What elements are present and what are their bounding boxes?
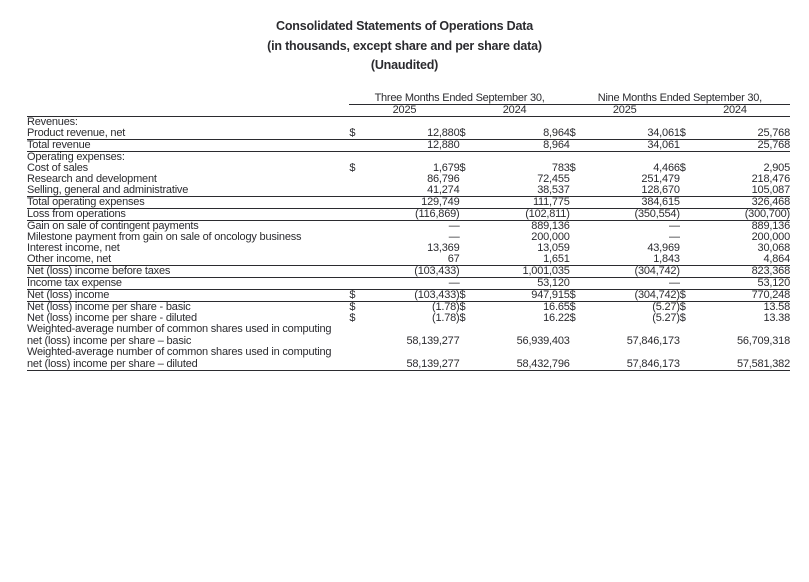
row-value (592, 347, 680, 358)
row-currency-symbol (460, 265, 482, 277)
row-currency-symbol (680, 243, 702, 254)
row-currency-symbol: $ (459, 126, 466, 139)
row-value: 2,905 (763, 161, 790, 174)
header-year-ytd-2024: 2024 (680, 104, 790, 116)
row-value: (102,811) (482, 208, 570, 220)
table-body (27, 116, 790, 370)
row-label: net (loss) income per share – diluted (27, 358, 349, 371)
row-currency-symbol: $ (679, 126, 686, 139)
row-value: 8,964 (482, 139, 570, 151)
row-value: 30,068 (757, 241, 790, 254)
row-currency-symbol (570, 243, 592, 254)
row-value: 86,796 (427, 172, 460, 185)
row-label: Net (loss) income per share - basic (27, 300, 191, 313)
row-label: Revenues: (27, 115, 78, 128)
table-row (27, 220, 790, 232)
row-value: 200,000 (751, 230, 790, 243)
row-currency-symbol (570, 265, 592, 277)
row-value: (116,869) (371, 208, 459, 220)
row-currency-symbol (349, 232, 371, 243)
row-currency-symbol (460, 208, 482, 220)
row-currency-symbol (349, 174, 371, 185)
row-currency-symbol (460, 358, 482, 371)
row-currency-symbol (570, 347, 592, 358)
row-value: (5.27) (652, 311, 680, 324)
row-currency-symbol: $ (679, 161, 686, 174)
row-value: — (668, 219, 680, 232)
row-value (592, 151, 680, 163)
row-value: 12,880 (427, 126, 460, 139)
row-currency-symbol (349, 185, 371, 197)
row-currency-symbol (349, 335, 371, 347)
row-currency-symbol (349, 324, 371, 335)
header-group-row (27, 93, 790, 105)
row-value (702, 116, 790, 128)
row-currency-symbol (349, 243, 371, 254)
table-row (27, 232, 790, 243)
table-row (27, 335, 790, 347)
header-year-corner-cell (27, 104, 349, 116)
row-value: 4,864 (763, 252, 790, 265)
header-year-ytd-2025: 2025 (570, 104, 680, 116)
row-value: 129,749 (371, 196, 459, 208)
row-currency-symbol (349, 347, 371, 358)
row-value: (1.78) (431, 300, 460, 313)
row-value: 53,120 (482, 277, 570, 289)
row-value: (300,700) (702, 208, 790, 220)
row-label: net (loss) income per share – basic (27, 334, 192, 347)
row-value: 16.65 (543, 300, 570, 313)
row-label: Income tax expense (27, 277, 349, 289)
row-value: 67 (447, 252, 460, 265)
row-value (371, 324, 459, 335)
row-value (482, 151, 570, 163)
row-label: Operating expenses: (27, 150, 125, 163)
row-currency-symbol: $ (349, 311, 356, 324)
table-row (27, 301, 790, 313)
row-value: 25,768 (757, 126, 790, 139)
row-currency-symbol: $ (679, 311, 686, 324)
row-value: 8,964 (543, 126, 570, 139)
row-currency-symbol (570, 277, 592, 289)
row-currency-symbol (349, 116, 371, 128)
row-currency-symbol (570, 358, 592, 371)
row-currency-symbol (460, 232, 482, 243)
row-value (702, 347, 790, 358)
row-label: Net (loss) income (27, 289, 349, 301)
row-currency-symbol (460, 185, 482, 197)
row-value: 12,880 (371, 139, 459, 151)
table-row (27, 196, 790, 208)
row-currency-symbol: $ (349, 300, 356, 313)
row-value: 41,274 (427, 183, 460, 196)
row-value: 34,061 (647, 126, 680, 139)
row-value: 57,846,173 (626, 334, 680, 347)
row-label: Loss from operations (27, 208, 349, 220)
row-currency-symbol: $ (680, 289, 702, 301)
row-label: Research and development (27, 172, 157, 185)
row-value (702, 151, 790, 163)
table-row (27, 358, 790, 371)
table-row (27, 139, 790, 151)
row-currency-symbol (460, 196, 482, 208)
row-value: (1.78) (431, 311, 460, 324)
row-label: Product revenue, net (27, 126, 126, 139)
header-year-row (27, 104, 790, 116)
table-row (27, 277, 790, 289)
row-currency-symbol (570, 232, 592, 243)
header-year-q3-2025: 2025 (349, 104, 459, 116)
row-value (592, 116, 680, 128)
row-currency-symbol (570, 151, 592, 163)
row-value: 947,915 (482, 289, 570, 301)
row-currency-symbol (570, 174, 592, 185)
row-label: Selling, general and administrative (27, 183, 189, 196)
row-value (482, 116, 570, 128)
row-value: 1,843 (653, 252, 680, 265)
row-currency-symbol (680, 208, 702, 220)
row-currency-symbol (460, 151, 482, 163)
document-title: Consolidated Statements of Operations Data (276, 19, 533, 33)
row-currency-symbol (460, 139, 482, 151)
row-value: — (668, 230, 680, 243)
header-corner-cell (27, 93, 349, 105)
row-label: Milestone payment from gain on sale of oncology business (27, 230, 302, 243)
row-value: 218,476 (751, 172, 790, 185)
row-label: Total operating expenses (27, 196, 349, 208)
row-value (482, 347, 570, 358)
row-value: 13.58 (763, 300, 790, 313)
row-currency-symbol (349, 277, 371, 289)
row-currency-symbol (680, 139, 702, 151)
row-value: 58,432,796 (482, 358, 570, 371)
row-label: Weighted-average number of common shares used in computing (27, 322, 332, 335)
row-currency-symbol: $ (349, 289, 371, 301)
row-value: 58,139,277 (371, 358, 459, 371)
row-value: 57,581,382 (702, 358, 790, 371)
row-value: 200,000 (531, 230, 570, 243)
row-currency-symbol (460, 220, 482, 232)
row-value: 56,939,403 (516, 334, 570, 347)
row-currency-symbol: $ (459, 311, 466, 324)
row-value: 1,651 (543, 252, 570, 265)
row-currency-symbol: $ (569, 161, 576, 174)
row-currency-symbol (680, 277, 702, 289)
row-currency-symbol (570, 116, 592, 128)
row-currency-symbol: $ (349, 161, 356, 174)
row-currency-symbol (570, 196, 592, 208)
table-row (27, 208, 790, 220)
row-value (371, 347, 459, 358)
row-value: 1,001,035 (482, 265, 570, 277)
row-currency-symbol (680, 335, 702, 347)
row-value: — (448, 230, 460, 243)
table-row (27, 151, 790, 163)
row-label: Total revenue (27, 139, 349, 151)
row-currency-symbol (460, 254, 482, 266)
row-label: Interest income, net (27, 241, 120, 254)
row-currency-symbol (570, 220, 592, 232)
row-currency-symbol (349, 208, 371, 220)
row-value: 13,369 (427, 241, 460, 254)
row-currency-symbol: $ (570, 289, 592, 301)
row-value: 25,768 (702, 139, 790, 151)
row-currency-symbol (680, 254, 702, 266)
row-currency-symbol (680, 324, 702, 335)
table-row (27, 243, 790, 254)
table-row (27, 254, 790, 266)
table-row (27, 265, 790, 277)
row-currency-symbol (570, 139, 592, 151)
row-value: 384,615 (592, 196, 680, 208)
row-value: 16.22 (543, 311, 570, 324)
row-currency-symbol (680, 174, 702, 185)
row-currency-symbol: $ (460, 289, 482, 301)
table-row (27, 128, 790, 140)
table-row (27, 347, 790, 358)
row-value (702, 324, 790, 335)
row-value: 13.38 (763, 311, 790, 324)
row-currency-symbol: $ (459, 300, 466, 313)
row-value: 4,466 (653, 161, 680, 174)
row-value: 889,136 (751, 219, 790, 232)
row-currency-symbol (460, 347, 482, 358)
row-currency-symbol (680, 347, 702, 358)
row-currency-symbol (680, 220, 702, 232)
header-year-q3-2024: 2024 (460, 104, 570, 116)
header-group-nine-months: Nine Months Ended September 30, (570, 93, 790, 105)
row-label: Net (loss) income before taxes (27, 265, 349, 277)
table-row (27, 116, 790, 128)
row-currency-symbol (680, 232, 702, 243)
row-currency-symbol (349, 139, 371, 151)
row-currency-symbol (680, 265, 702, 277)
row-currency-symbol (460, 243, 482, 254)
table-row (27, 313, 790, 324)
row-value: 1,679 (433, 161, 460, 174)
table-row (27, 289, 790, 301)
operations-data-table (27, 93, 790, 371)
header-group-three-months: Three Months Ended September 30, (349, 93, 569, 105)
row-currency-symbol (460, 277, 482, 289)
row-value: 72,455 (537, 172, 570, 185)
row-currency-symbol (680, 185, 702, 197)
row-label: Other income, net (27, 252, 112, 265)
row-currency-symbol (349, 196, 371, 208)
row-value (482, 324, 570, 335)
row-value: 38,537 (537, 183, 570, 196)
row-label: Cost of sales (27, 161, 88, 174)
row-value (371, 151, 459, 163)
row-currency-symbol (460, 324, 482, 335)
row-currency-symbol (460, 335, 482, 347)
row-currency-symbol (460, 116, 482, 128)
row-value: 13,059 (537, 241, 570, 254)
row-value: 111,775 (482, 196, 570, 208)
row-value: 770,248 (702, 289, 790, 301)
row-currency-symbol: $ (349, 126, 356, 139)
row-currency-symbol (570, 208, 592, 220)
row-value: 105,087 (751, 183, 790, 196)
row-value: 251,479 (641, 172, 680, 185)
row-currency-symbol: $ (569, 126, 576, 139)
row-value: 326,468 (702, 196, 790, 208)
row-value: 43,969 (647, 241, 680, 254)
row-currency-symbol (349, 151, 371, 163)
row-value: 56,709,318 (736, 334, 790, 347)
row-label: Weighted-average number of common shares used in computing (27, 345, 332, 358)
document-title-block (0, 0, 809, 76)
row-value: (103,433) (371, 265, 459, 277)
row-value: 53,120 (702, 277, 790, 289)
row-currency-symbol (570, 185, 592, 197)
row-currency-symbol (680, 151, 702, 163)
row-currency-symbol (460, 174, 482, 185)
row-currency-symbol (349, 358, 371, 371)
row-value: 34,061 (592, 139, 680, 151)
table-row (27, 174, 790, 185)
row-value: (304,742) (592, 289, 680, 301)
row-currency-symbol: $ (459, 161, 466, 174)
row-value: 58,139,277 (406, 334, 460, 347)
row-currency-symbol (680, 196, 702, 208)
row-value: (5.27) (652, 300, 680, 313)
row-currency-symbol (349, 265, 371, 277)
row-value: — (371, 277, 459, 289)
table-row (27, 163, 790, 174)
row-value: (350,554) (592, 208, 680, 220)
row-value: 128,670 (641, 183, 680, 196)
table-row (27, 324, 790, 335)
row-value (592, 324, 680, 335)
row-value: 823,368 (702, 265, 790, 277)
row-value: 57,846,173 (592, 358, 680, 371)
row-label: Net (loss) income per share - diluted (27, 311, 197, 324)
statement-table-wrap (0, 93, 809, 371)
row-currency-symbol (570, 254, 592, 266)
row-currency-symbol (680, 116, 702, 128)
document-subtitle-audit-status: (Unaudited) (370, 58, 439, 72)
row-currency-symbol (570, 324, 592, 335)
row-value: 783 (551, 161, 570, 174)
row-currency-symbol: $ (569, 300, 576, 313)
row-value: (304,742) (592, 265, 680, 277)
row-currency-symbol: $ (679, 300, 686, 313)
document-subtitle-units: (in thousands, except share and per share data) (267, 38, 542, 53)
row-currency-symbol: $ (569, 311, 576, 324)
table-row (27, 185, 790, 197)
row-currency-symbol (570, 335, 592, 347)
row-currency-symbol (349, 254, 371, 266)
row-value: 889,136 (531, 219, 570, 232)
row-label: Gain on sale of contingent payments (27, 219, 199, 232)
row-value (371, 116, 459, 128)
row-value: — (448, 219, 460, 232)
row-currency-symbol (680, 358, 702, 371)
table-header (27, 93, 790, 117)
row-value: — (592, 277, 680, 289)
row-currency-symbol (349, 220, 371, 232)
row-value: (103,433) (371, 289, 459, 301)
